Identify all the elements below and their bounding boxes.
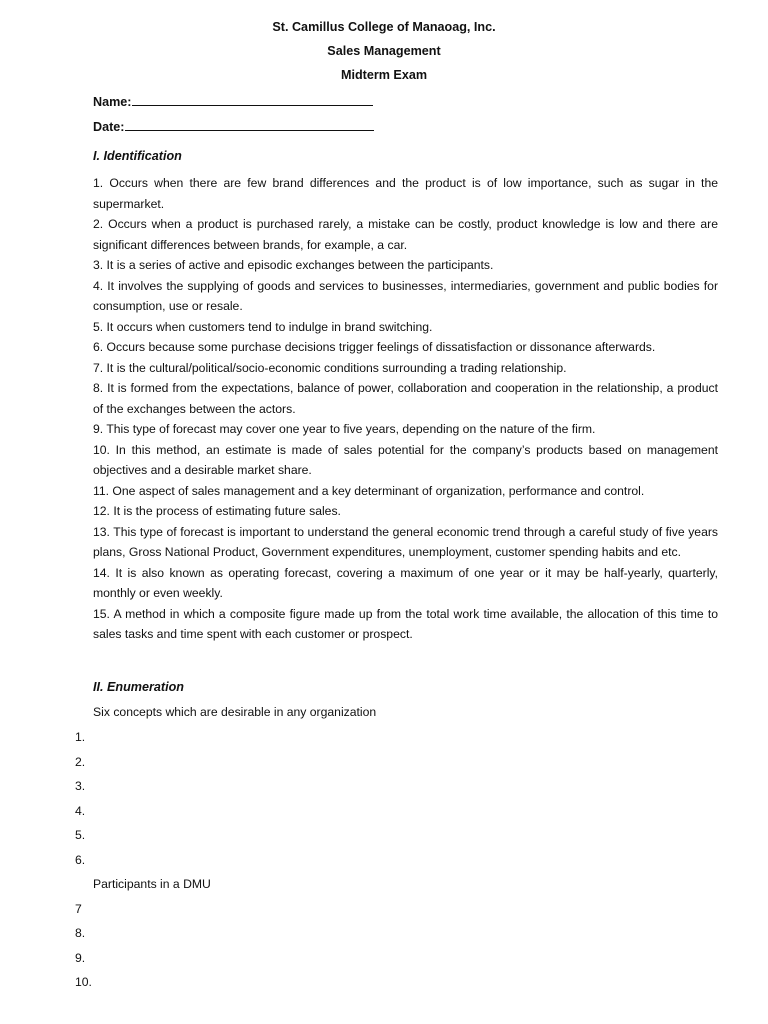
answer-number: 9. [75, 951, 86, 965]
identification-item: 14. It is also known as operating forecast, covering a maximum of one year or it may be half-yearly, quarterly, monthly or even weekly. [93, 565, 718, 600]
identification-item: 3. It is a series of active and episodic exchanges between the participants. [93, 258, 494, 272]
identification-item: 7. It is the cultural/political/socio-economic conditions surrounding a trading relationship. [93, 360, 567, 375]
enumeration-prompt-concepts: Six concepts which are desirable in any organization [93, 705, 377, 719]
answer-number: 7 [75, 902, 82, 916]
identification-item: 4. It involves the supplying of goods and services to businesses, intermediaries, government and public bodies for consumption, use or resale. [93, 278, 718, 313]
course-title: Sales Management [327, 44, 441, 58]
identification-item: 11. One aspect of sales management and a key determinant of organization, performance and control. [93, 483, 645, 498]
answer-number: 1. [75, 730, 86, 744]
answer-number: 4. [75, 804, 86, 818]
answer-number: 5. [75, 828, 86, 842]
identification-heading: I. Identification [93, 149, 182, 163]
identification-item: 10. In this method, an estimate is made of sales potential for the company’s products based on management objectives and a desirable market share. [93, 442, 718, 477]
identification-list [93, 173, 718, 645]
name-label: Name: [93, 95, 132, 109]
answer-number: 6. [75, 853, 86, 867]
identification-item: 9. This type of forecast may cover one year to five years, depending on the nature of the firm. [93, 422, 596, 436]
identification-item: 2. Occurs when a product is purchased rarely, a mistake can be costly, product knowledge is low and there are significant differences between brands, for example, a car. [93, 217, 718, 252]
name-blank-line[interactable] [132, 92, 373, 106]
identification-item: 5. It occurs when customers tend to indulge in brand switching. [93, 319, 433, 334]
answer-number: 10. [75, 975, 92, 989]
identification-item: 12. It is the process of estimating future sales. [93, 504, 341, 518]
date-field[interactable] [93, 117, 374, 134]
date-blank-line[interactable] [125, 117, 374, 131]
date-label: Date: [93, 120, 125, 134]
identification-item: 8. It is formed from the expectations, balance of power, collaboration and cooperation in the relationship, a product of the exchanges between the actors. [93, 381, 718, 416]
school-name: St. Camillus College of Manaoag, Inc. [272, 20, 496, 34]
enumeration-prompt-dmu: Participants in a DMU [93, 877, 211, 891]
answer-number: 8. [75, 926, 86, 940]
identification-item: 13. This type of forecast is important to understand the general economic trend through a careful study of five years plans, Gross National Product, Government expenditures, unemployment, customer spending habits and etc. [93, 524, 718, 559]
answer-number: 2. [75, 755, 86, 769]
enumeration-heading: II. Enumeration [93, 680, 184, 694]
identification-item: 15. A method in which a composite figure made up from the total work time available, the allocation of this time to sales tasks and time spent with each customer or prospect. [93, 606, 718, 641]
name-field[interactable] [93, 92, 373, 109]
identification-item: 6. Occurs because some purchase decisions trigger feelings of dissatisfaction or dissonance afterwards. [93, 340, 656, 354]
answer-number: 3. [75, 779, 86, 793]
identification-item: 1. Occurs when there are few brand differences and the product is of low importance, such as sugar in the supermarket. [93, 176, 718, 211]
exam-title: Midterm Exam [340, 68, 428, 82]
